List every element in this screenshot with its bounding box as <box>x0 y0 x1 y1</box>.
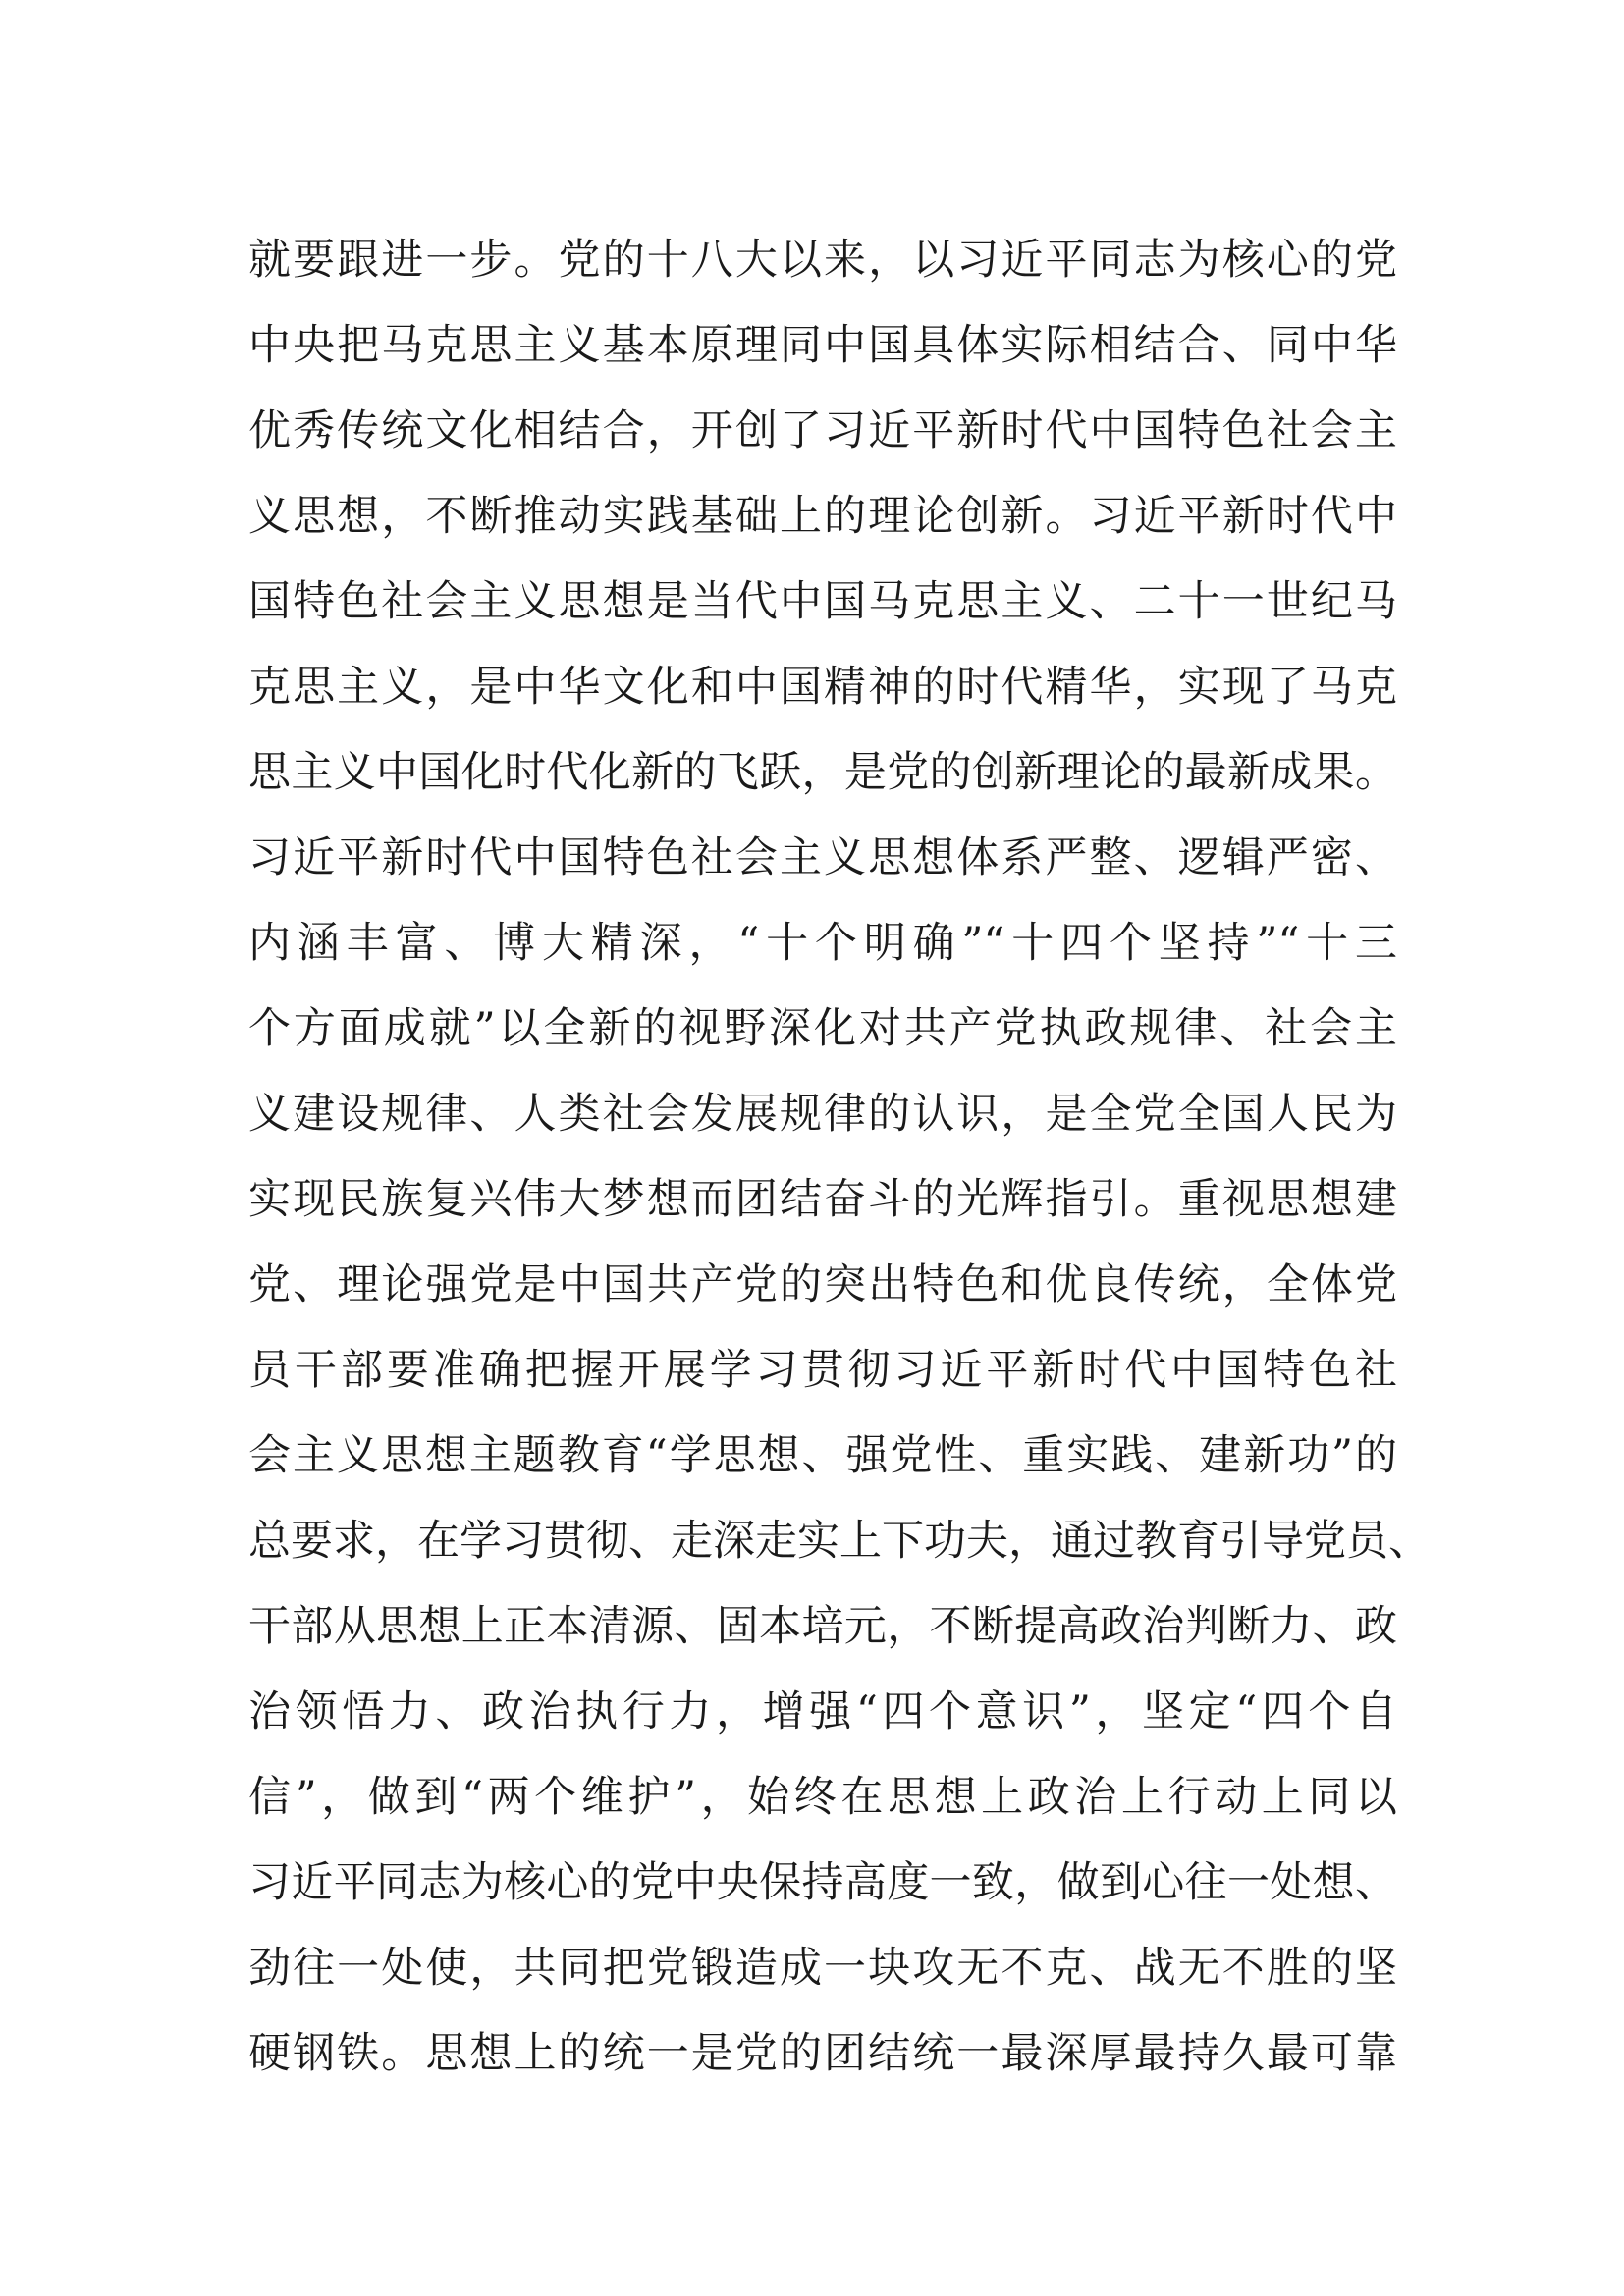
text-line: 义思想，不断推动实践基础上的理论创新。习近平新时代中 <box>248 492 1397 541</box>
text-line: 会主义思想主题教育“学思想、强党性、重实践、建新功”的 <box>248 1431 1397 1480</box>
body-paragraph <box>248 218 1431 2097</box>
text-line: 内涵丰富、博大精深，“十个明确”“十四个坚持”“十三 <box>248 919 1397 968</box>
text-line: 员干部要准确把握开展学习贯彻习近平新时代中国特色社 <box>248 1346 1397 1395</box>
text-line: 思主义中国化时代化新的飞跃，是党的创新理论的最新成果。 <box>248 748 1397 797</box>
text-line: 义建设规律、人类社会发展规律的认识，是全党全国人民为 <box>248 1090 1397 1139</box>
text-line: 中央把马克思主义基本原理同中国具体实际相结合、同中华 <box>248 321 1397 370</box>
text-line: 就要跟进一步。党的十八大以来，以习近平同志为核心的党 <box>248 236 1397 285</box>
text-line: 党、理论强党是中国共产党的突出特色和优良传统，全体党 <box>248 1260 1397 1309</box>
text-line: 克思主义，是中华文化和中国精神的时代精华，实现了马克 <box>248 663 1397 712</box>
text-line: 劲往一处使，共同把党锻造成一块攻无不克、战无不胜的坚 <box>248 1944 1397 1993</box>
text-line: 干部从思想上正本清源、固本培元，不断提高政治判断力、政 <box>248 1602 1397 1651</box>
text-line: 习近平同志为核心的党中央保持高度一致，做到心往一处想、 <box>248 1858 1397 1907</box>
text-line: 国特色社会主义思想是当代中国马克思主义、二十一世纪马 <box>248 577 1397 626</box>
text-line: 优秀传统文化相结合，开创了习近平新时代中国特色社会主 <box>248 406 1397 455</box>
text-line: 治领悟力、政治执行力，增强“四个意识”，坚定“四个自 <box>248 1687 1397 1736</box>
text-line: 总要求，在学习贯彻、走深走实上下功夫，通过教育引导党员、 <box>248 1517 1431 1566</box>
text-line: 信”，做到“两个维护”，始终在思想上政治上行动上同以 <box>248 1773 1397 1822</box>
text-line: 习近平新时代中国特色社会主义思想体系严整、逻辑严密、 <box>248 833 1397 882</box>
text-line: 个方面成就”以全新的视野深化对共产党执政规律、社会主 <box>248 1004 1397 1053</box>
text-line: 硬钢铁。思想上的统一是党的团结统一最深厚最持久最可靠 <box>248 2029 1397 2078</box>
text-line: 实现民族复兴伟大梦想而团结奋斗的光辉指引。重视思想建 <box>248 1175 1397 1224</box>
